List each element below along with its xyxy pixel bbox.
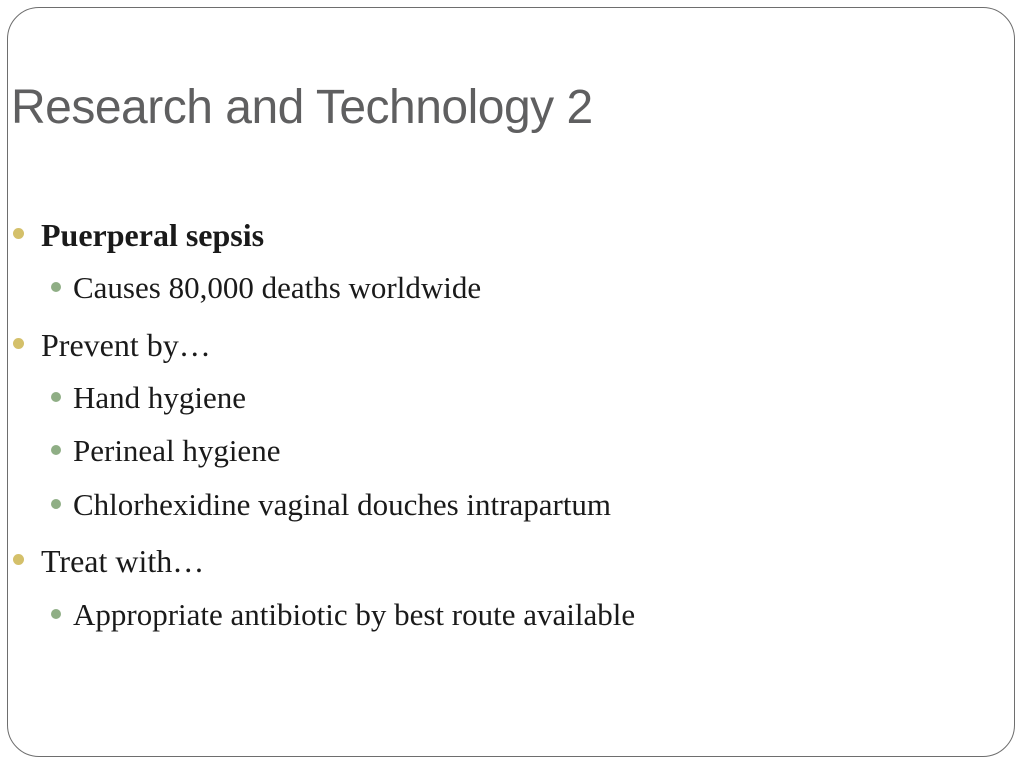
slide-title: Research and Technology 2 bbox=[11, 81, 593, 134]
sub-bullet-text: Chlorhexidine vaginal douches intrapartum bbox=[73, 487, 612, 522]
sub-bullet-dot-icon bbox=[51, 499, 61, 509]
bullet-item-puerperal-sepsis bbox=[41, 215, 264, 255]
sub-bullet-item-perineal-hygiene bbox=[73, 431, 280, 471]
bullet-text: Prevent by… bbox=[41, 327, 211, 363]
sub-bullet-dot-icon bbox=[51, 392, 61, 402]
sub-bullet-dot-icon bbox=[51, 282, 61, 292]
sub-bullet-dot-icon bbox=[51, 445, 61, 455]
sub-bullet-item-antibiotic bbox=[73, 595, 635, 635]
sub-bullet-dot-icon bbox=[51, 609, 61, 619]
bullet-text: Treat with… bbox=[41, 543, 205, 579]
sub-bullet-item-hand-hygiene bbox=[73, 378, 246, 418]
bullet-text: Puerperal sepsis bbox=[41, 217, 265, 253]
sub-bullet-text: Appropriate antibiotic by best route available bbox=[73, 597, 636, 632]
sub-bullet-text: Perineal hygiene bbox=[73, 433, 281, 468]
bullet-dot-icon bbox=[13, 554, 24, 565]
bullet-item-prevent-by bbox=[41, 325, 211, 365]
sub-bullet-item-causes-deaths bbox=[73, 268, 481, 308]
sub-bullet-text: Hand hygiene bbox=[73, 380, 247, 415]
bullet-dot-icon bbox=[13, 338, 24, 349]
sub-bullet-text: Causes 80,000 deaths worldwide bbox=[73, 270, 482, 305]
bullet-dot-icon bbox=[13, 228, 24, 239]
sub-bullet-item-chlorhexidine bbox=[73, 485, 611, 525]
bullet-item-treat-with bbox=[41, 541, 204, 581]
